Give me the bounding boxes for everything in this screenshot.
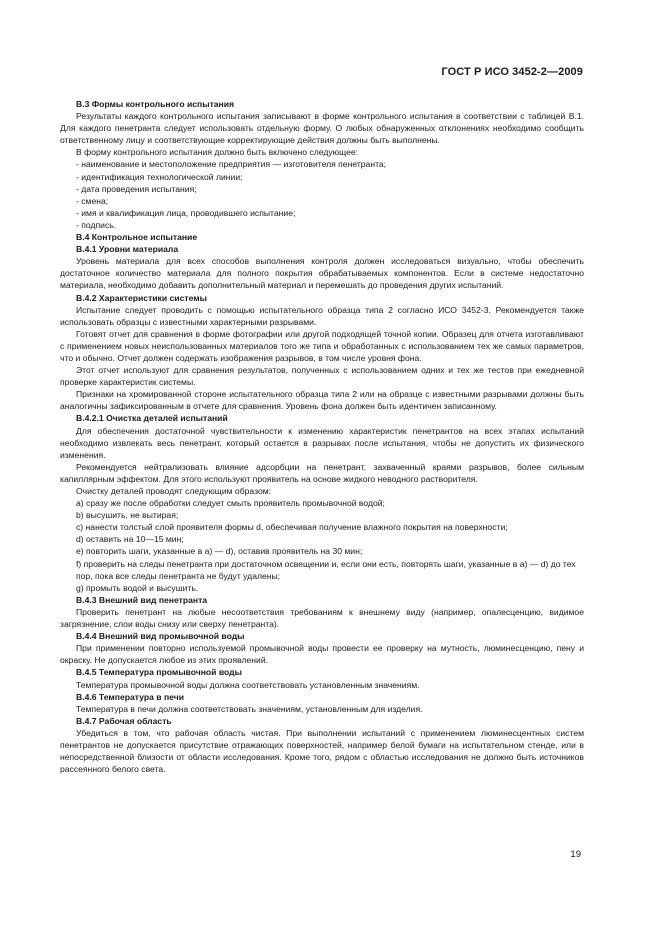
paragraph: При применении повторно используемой промывочной воды провести ее проверку на мутность, люминесценцию, пену и окраску. Не допускается любое из этих проявлений. bbox=[60, 643, 584, 666]
paragraph: Убедиться в том, что рабочая область чистая. При выполнении испытаний с применением люминесцентных систем пенетрантов не допускается присутствие отражающих поверхностей, например белой бумаги на испытательном стенде, или в непосредственной близости от области исследования. Кроме того, рядом с областью исследования не должно быть источников рассеянного белого света. bbox=[60, 727, 584, 775]
list-item: b) высушить, не вытирая; bbox=[76, 510, 179, 521]
paragraph: Этот отчет используют для сравнения результатов, полученных с использованием одних и тех же тестов при ежедневной проверке характеристик системы. bbox=[60, 365, 584, 388]
heading-b4: В.4 Контрольное испытание bbox=[76, 232, 198, 243]
heading-b4-5: В.4.5 Температура промывочной воды bbox=[76, 667, 242, 678]
paragraph: Проверить пенетрант на любые несоответствия требованиям к внешнему виду (например, опалесценцию, видимое загрязнение, слои воды снизу или сверху пенетранта). bbox=[60, 606, 584, 630]
paragraph: Для обеспечения достаточной чувствительности к изменению характеристик пенетрантов на всех этапах испытаний необходимо извлекать весь пенетрант, который остается в разрывах после испытания, чтобы не допустить их физического изменения. bbox=[60, 425, 584, 460]
list-item: - подпись. bbox=[76, 219, 117, 230]
heading-b3: В.3 Формы контрольного испытания bbox=[76, 99, 235, 109]
list-item: f) проверить на следы пенетранта при достаточном освещении и, если они есть, повторять шаги, указанные в a) — d) до тех пор, пока все следы пенетранта не будут удалены; bbox=[76, 558, 576, 581]
list-item: d) оставить на 10—15 мин; bbox=[76, 534, 184, 545]
document-header-id: ГОСТ Р ИСО 3452-2—2009 bbox=[441, 66, 583, 78]
heading-b4-6: В.4.6 Температура в печи bbox=[76, 691, 184, 702]
paragraph: Температура в печи должна соответствовать значениям, установленным для изделия. bbox=[76, 703, 423, 714]
list-item: c) нанести толстый слой проявителя формы d, обеспечивая получение влажного покрытия на поверхности; bbox=[76, 522, 508, 533]
heading-b4-2-1: В.4.2.1 Очистка деталей испытаний bbox=[76, 413, 228, 424]
paragraph: Готовят отчет для сравнения в форме фотографии или другой подходящей точной копии. Образец для отчета изготавливают с применением новых неиспользованных материалов того же типа и обработанных с использованием тех же самых параметров, что и обычно. Отчет должен содержать изображения разрывов, в том числе уровня фона. bbox=[60, 328, 584, 363]
list-item: - идентификация технологической линии; bbox=[76, 171, 243, 182]
paragraph: Температура промывочной воды должна соответствовать установленным значениям. bbox=[76, 679, 420, 690]
list-item: a) сразу же после обработки следует смыть проявитель промывочной водой; bbox=[76, 498, 385, 509]
paragraph: Результаты каждого контрольного испытания записывают в форме контрольного испытания в соответствии с таблицей В.1. Для каждого пенетранта следует использовать отдельную форму. О любых обнаруженных отклонениях необходимо сообщить ответственному лицу и соответствующие корректирующие действия должны быть выполнены. bbox=[60, 111, 584, 146]
paragraph: Признаки на хромированной стороне испытательного образца типа 2 или на образце с известными разрывами должны быть аналогичны зафиксированным в отчете для сравнения. Уровень фона должен быть идентичен записанному. bbox=[60, 389, 584, 412]
list-item: - смена; bbox=[76, 195, 109, 206]
paragraph: Очистку деталей проводят следующим образом: bbox=[76, 486, 272, 496]
paragraph: Уровень материала для всех способов выполнения контроля должен исследоваться визуально, чтобы обеспечить достаточное количество материала для полного покрытия обрабатываемых компонентов. Если в системе недостаточно материала, необходимо добавить дополнительный материал и перемешать до проведения других испытаний. bbox=[60, 256, 584, 291]
list-item: - имя и квалификация лица, проводившего испытание; bbox=[76, 207, 296, 218]
list-item: - наименование и местоположение предприятия — изготовителя пенетранта; bbox=[76, 159, 387, 170]
paragraph: В форму контрольного испытания должно быть включено следующее: bbox=[76, 147, 359, 158]
heading-b4-3: В.4.3 Внешний вид пенетранта bbox=[76, 594, 208, 605]
page-number: 19 bbox=[570, 849, 581, 860]
list-item: - дата проведения испытания; bbox=[76, 183, 197, 194]
paragraph: Испытание следует проводить с помощью испытательного образца типа 2 согласно ИСО 3452-3. Рекомендуется также использовать образцы с известными характерными разрывами. bbox=[60, 304, 584, 327]
document-body bbox=[60, 98, 584, 775]
list-item: e) повторить шаги, указанные в a) — d), оставив проявитель на 30 мин; bbox=[76, 546, 363, 557]
heading-b4-7: В.4.7 Рабочая область bbox=[76, 715, 172, 726]
heading-b4-1: В.4.1 Уровни материала bbox=[76, 244, 179, 255]
heading-b4-4: В.4.4 Внешний вид промывочной воды bbox=[76, 631, 245, 642]
paragraph: Рекомендуется нейтрализовать влияние адсорбции на пенетрант, захваченный краями разрывов, более сильным капиллярным эффектом. Для этого используют проявитель на основе жидкого неводного растворителя. bbox=[60, 461, 584, 484]
list-item: g) промыть водой и высушить. bbox=[76, 582, 199, 593]
heading-b4-2: В.4.2 Характеристики системы bbox=[76, 292, 207, 303]
